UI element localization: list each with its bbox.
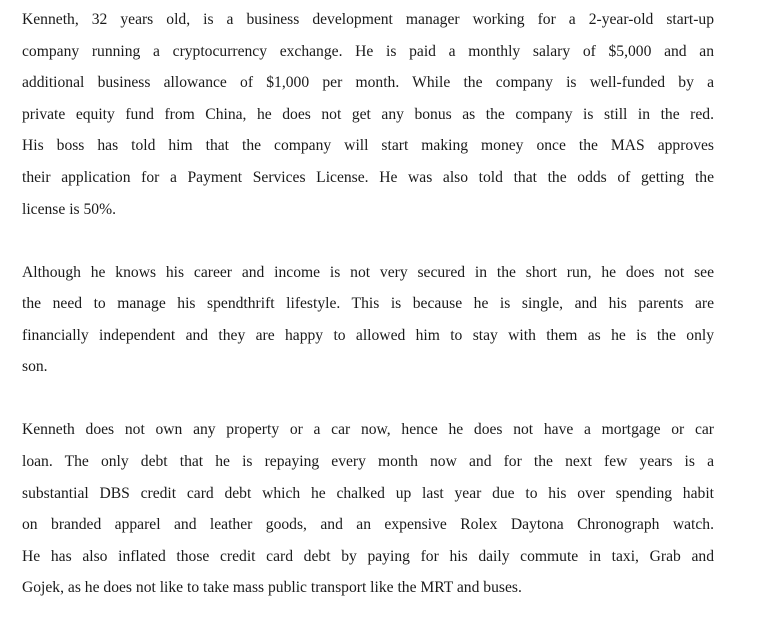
paragraph-line: private equity fund from China, he does not get any bonus as the company is still in the red. [22,105,714,123]
paragraph-background [22,4,714,225]
paragraph-line: son. [22,358,48,376]
paragraph-line: He has also inflated those credit card debt by paying for his daily commute in taxi, Grab and [22,547,714,565]
document-body [22,4,714,604]
paragraph-line: additional business allowance of $1,000 per month. While the company is well-funded by a [22,74,714,92]
paragraph-line: Kenneth does not own any property or a car now, hence he does not have a mortgage or car [22,421,714,439]
paragraph-spacer [22,383,714,414]
paragraph-line: on branded apparel and leather goods, and an expensive Rolex Daytona Chronograph watch. [22,516,714,534]
paragraph-line: loan. The only debt that he is repaying every month now and for the next few years is a [22,452,714,470]
paragraph-line: the need to manage his spendthrift lifestyle. This is because he is single, and his parents are [22,295,714,313]
paragraph-lifestyle [22,257,714,383]
paragraph-line: Kenneth, 32 years old, is a business development manager working for a 2-year-old start-up [22,11,714,28]
paragraph-line: Although he knows his career and income is not very secured in the short run, he does not see [22,263,714,281]
paragraph-line: substantial DBS credit card debt which he chalked up last year due to his over spending habit [22,484,714,502]
paragraph-spacer [22,225,714,256]
paragraph-line: license is 50%. [22,200,116,218]
paragraph-line: their application for a Payment Services License. He was also told that the odds of getting the [22,168,714,186]
paragraph-line: Gojek, as he does not like to take mass public transport like the MRT and buses. [22,579,522,597]
paragraph-line: financially independent and they are happy to allowed him to stay with them as he is the only [22,326,714,344]
paragraph-debt [22,414,714,604]
paragraph-line: company running a cryptocurrency exchange. He is paid a monthly salary of $5,000 and an [22,42,714,60]
paragraph-line: His boss has told him that the company will start making money once the MAS approves [22,137,714,155]
